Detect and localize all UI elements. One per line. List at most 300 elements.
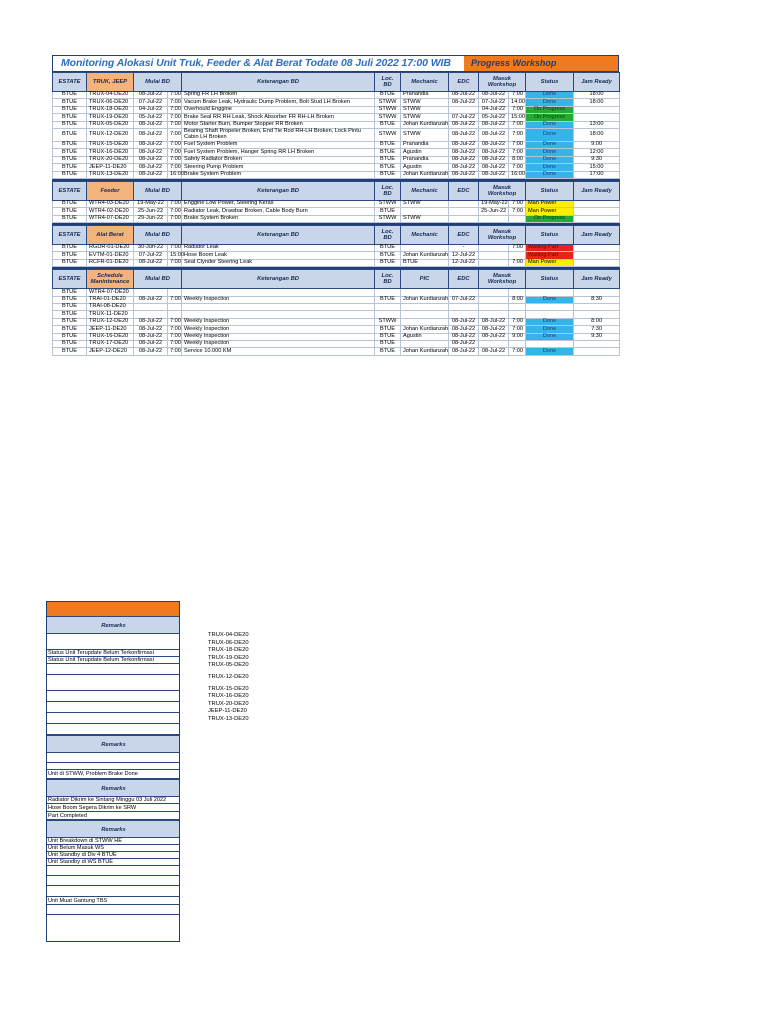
loc-cell: BTUE [375, 156, 401, 163]
unit-cell: TRUX-05-DE20 [87, 121, 134, 128]
feeder-header-row [53, 181, 620, 200]
status-cell: Done [526, 326, 574, 333]
schedule-row [53, 326, 620, 333]
header-edc: EDC [449, 226, 479, 245]
mulai-time-cell: 15:00 [168, 252, 182, 259]
loc-cell: BTUE [375, 296, 401, 303]
masuk-date-cell [479, 296, 509, 303]
schedule-row [53, 340, 620, 347]
edc-cell: 08-Jul-22 [449, 348, 479, 355]
mulai-time-cell: 7:00 [168, 259, 182, 266]
edc-cell: 08-Jul-22 [449, 92, 479, 99]
estate-cell: BTUE [53, 348, 87, 355]
estate-cell: BTUE [53, 92, 87, 99]
estate-cell: BTUE [53, 106, 87, 113]
mulai-date-cell: 08-Jul-22 [134, 326, 168, 333]
mulai-date-cell: 04-Jul-22 [134, 106, 168, 113]
feeder-row [53, 215, 620, 222]
remarks-blank-row [47, 675, 179, 691]
mulai-time-cell: 7:00 [168, 333, 182, 340]
keterangan-cell: Weekly Inspection [182, 318, 375, 325]
header-masuk-workshop: Masuk Workshop [479, 226, 526, 245]
remarks-line: Status Unit Terupdate Belum Terkonfirmasi [47, 657, 179, 664]
mulai-date-cell: 08-Jul-22 [134, 128, 168, 141]
mulai-date-cell: 08-Jul-22 [134, 164, 168, 171]
mulai-time-cell: 7:00 [168, 121, 182, 128]
unit-cell: WTR4-07-DE20 [87, 289, 134, 296]
mechanic-cell: Johan Kurdianzah [401, 252, 449, 259]
mulai-time-cell [168, 289, 182, 296]
truk-row [53, 114, 620, 121]
feeder-row [53, 208, 620, 215]
loc-cell: BTUE [375, 252, 401, 259]
jam-ready-cell: 18:00 [574, 92, 620, 99]
keterangan-cell: Enggine Low Power, Steering Keras [182, 200, 375, 207]
masuk-date-cell [479, 245, 509, 252]
unit-cell: TRUX-17-DE20 [87, 340, 134, 347]
keterangan-cell: Bearing Shaft Propeler Broken, End Tie Rod RH-LH Broken, Lock Pintu Cabin LH Broken [182, 128, 375, 141]
jam-ready-cell: 7:30 [574, 326, 620, 333]
edc-cell: 08-Jul-22 [449, 156, 479, 163]
edc-cell [449, 289, 479, 296]
header-keterangan-bd: Keterangan BD [182, 270, 375, 289]
status-cell: Man Power [526, 259, 574, 266]
mulai-date-cell: 08-Jul-22 [134, 156, 168, 163]
estate-cell: BTUE [53, 245, 87, 252]
header-loc-bd: Loc. BD [375, 181, 401, 200]
edc-cell [449, 106, 479, 113]
masuk-time-cell: 7:00 [509, 245, 526, 252]
mulai-time-cell: 16:00 [168, 171, 182, 178]
keterangan-cell [182, 289, 375, 296]
edc-cell: 12-Jul-22 [449, 259, 479, 266]
title-bar [52, 55, 619, 72]
edc-cell [449, 215, 479, 222]
keterangan-cell: Seal Clynder Steering Leak [182, 259, 375, 266]
status-cell: Done [526, 128, 574, 141]
keterangan-cell [182, 311, 375, 318]
unit-list [208, 632, 249, 724]
estate-cell: BTUE [53, 171, 87, 178]
masuk-time-cell: 7:00 [509, 318, 526, 325]
mulai-date-cell: 07-Jul-22 [134, 99, 168, 106]
mulai-time-cell: 7:00 [168, 340, 182, 347]
mulai-date-cell: 08-Jul-22 [134, 149, 168, 156]
jam-ready-cell: 13:00 [574, 121, 620, 128]
schedule-row [53, 289, 620, 296]
schedule-row [53, 348, 620, 355]
mechanic-cell: Johan Kurdianzah [401, 326, 449, 333]
header-masuk-workshop: Masuk Workshop [479, 181, 526, 200]
unit-list-item: TRUX-04-DE20 [208, 632, 249, 638]
masuk-time-cell: 7:00 [509, 121, 526, 128]
schedule-header-row [53, 270, 620, 289]
remarks-line: Unit Muat Gantung TBS [47, 897, 179, 905]
mechanic-cell: STWW [401, 128, 449, 141]
mulai-date-cell [134, 304, 168, 311]
alat-row [53, 259, 620, 266]
estate-cell: BTUE [53, 141, 87, 148]
estate-cell: BTUE [53, 296, 87, 303]
masuk-date-cell: 08-Jul-22 [479, 149, 509, 156]
status-cell: On Progress [526, 106, 574, 113]
mulai-time-cell: 7:00 [168, 164, 182, 171]
unit-cell: TRUX-16-DE20 [87, 149, 134, 156]
header-loc-bd: Loc. BD [375, 226, 401, 245]
unit-cell: JEEP-11-DE20 [87, 164, 134, 171]
unit-list-item: TRUX-05-DE20 [208, 662, 249, 669]
truk-row [53, 128, 620, 141]
header-unit-type: Feeder [87, 181, 134, 200]
edc-cell: 08-Jul-22 [449, 164, 479, 171]
mulai-date-cell: 29-Jun-22 [134, 215, 168, 222]
jam-ready-cell: 17:00 [574, 171, 620, 178]
remarks-line: Hose Boom Segera Dikrim ke SRW [47, 804, 179, 812]
schedule-row [53, 296, 620, 303]
mulai-time-cell: 7:00 [168, 215, 182, 222]
masuk-time-cell [509, 304, 526, 311]
loc-cell: BTUE [375, 333, 401, 340]
loc-cell: BTUE [375, 141, 401, 148]
schedule-row [53, 318, 620, 325]
masuk-date-cell: 08-Jul-22 [479, 326, 509, 333]
header-keterangan-bd: Keterangan BD [182, 181, 375, 200]
remarks-line: Radiator Dikrim ke Sintang Minggu 03 Juli 2022 [47, 797, 179, 804]
estate-cell: BTUE [53, 259, 87, 266]
loc-cell: BTUE [375, 92, 401, 99]
edc-cell: 12-Jul-22 [449, 252, 479, 259]
estate-cell: BTUE [53, 340, 87, 347]
remarks-header: Remarks [47, 779, 179, 797]
mechanic-cell [401, 304, 449, 311]
edc-cell: 08-Jul-22 [449, 149, 479, 156]
mulai-time-cell: 7:00 [168, 348, 182, 355]
unit-cell: RCFR-01-DE20 [87, 259, 134, 266]
estate-cell: BTUE [53, 99, 87, 106]
keterangan-cell: Safety Radiator Broken [182, 156, 375, 163]
edc-cell: 08-Jul-22 [449, 99, 479, 106]
jam-ready-cell [574, 311, 620, 318]
loc-cell: BTUE [375, 171, 401, 178]
mechanic-cell [401, 245, 449, 252]
loc-cell: BTUE [375, 259, 401, 266]
mulai-date-cell: 08-Jul-22 [134, 340, 168, 347]
mulai-date-cell [134, 311, 168, 318]
loc-cell: STWW [375, 128, 401, 141]
loc-cell: BTUE [375, 348, 401, 355]
status-cell: Done [526, 141, 574, 148]
estate-cell: BTUE [53, 208, 87, 215]
jam-ready-cell: 9:30 [574, 333, 620, 340]
sheet-title: Monitoring Alokasi Unit Truk, Feeder & Alat Berat Todate 08 Juli 2022 17:00 WIB [61, 57, 451, 69]
remarks-blank-row [47, 634, 179, 650]
remarks-line: Unit Belum Masuk WS [47, 845, 179, 852]
masuk-date-cell: 05-Jul-22 [479, 114, 509, 121]
mulai-time-cell: 7:00 [168, 245, 182, 252]
masuk-time-cell: 15:00 [509, 114, 526, 121]
mulai-date-cell: 08-Jul-22 [134, 141, 168, 148]
masuk-date-cell: 19-May-22 [479, 200, 509, 207]
mechanic-cell [401, 318, 449, 325]
masuk-date-cell [479, 259, 509, 266]
keterangan-cell: Weekly Inspection [182, 333, 375, 340]
alat-header-row [53, 226, 620, 245]
jam-ready-cell [574, 200, 620, 207]
unit-cell: RGDR-01-DE20 [87, 245, 134, 252]
status-cell: Waiting Part [526, 245, 574, 252]
mechanic-cell: STWW [401, 114, 449, 121]
mulai-time-cell: 7:00 [168, 318, 182, 325]
masuk-time-cell: 9:00 [509, 333, 526, 340]
header-unit-type: Alat Berat [87, 226, 134, 245]
status-cell [526, 311, 574, 318]
jam-ready-cell: 15:00 [574, 164, 620, 171]
status-cell [526, 340, 574, 347]
edc-cell: 08-Jul-22 [449, 333, 479, 340]
mulai-date-cell: 08-Jul-22 [134, 348, 168, 355]
masuk-date-cell: 08-Jul-22 [479, 318, 509, 325]
remarks-header: Remarks [47, 735, 179, 753]
header-loc-bd: Loc. BD [375, 270, 401, 289]
edc-cell [449, 304, 479, 311]
edc-cell: 08-Jul-22 [449, 141, 479, 148]
unit-cell: TRAI-08-DE20 [87, 304, 134, 311]
mulai-date-cell: 08-Jul-22 [134, 92, 168, 99]
mechanic-cell: Johan Kurdianzah [401, 348, 449, 355]
status-cell: Man Power [526, 208, 574, 215]
loc-cell [375, 304, 401, 311]
status-cell [526, 304, 574, 311]
header-estate: ESTATE [53, 181, 87, 200]
unit-list-item: TRUX-06-DE20 [208, 639, 249, 646]
header-loc-bd: Loc. BD [375, 73, 401, 92]
jam-ready-cell [574, 289, 620, 296]
estate-cell: BTUE [53, 304, 87, 311]
mulai-time-cell: 7:00 [168, 106, 182, 113]
unit-list-item: TRUX-19-DE20 [208, 654, 249, 661]
edc-cell: 08-Jul-22 [449, 128, 479, 141]
masuk-date-cell: 08-Jul-22 [479, 121, 509, 128]
remarks-panel-top-band [47, 602, 179, 616]
loc-cell: BTUE [375, 164, 401, 171]
status-cell: On Progress [526, 114, 574, 121]
mulai-date-cell: 08-Jul-22 [134, 121, 168, 128]
mulai-time-cell [168, 304, 182, 311]
status-cell: Done [526, 149, 574, 156]
mulai-time-cell: 7:00 [168, 114, 182, 121]
alat-row [53, 245, 620, 252]
mechanic-cell [401, 340, 449, 347]
unit-cell: TRUX-13-DE20 [87, 171, 134, 178]
estate-cell: BTUE [53, 215, 87, 222]
mulai-time-cell: 7:00 [168, 296, 182, 303]
unit-list-item: TRUX-20-DE20 [208, 700, 249, 707]
remarks-panel [46, 601, 180, 942]
keterangan-cell: Steering Pump Problem [182, 164, 375, 171]
mulai-date-cell: 07-Jul-22 [134, 252, 168, 259]
status-cell: Done [526, 171, 574, 178]
header-status: Status [526, 73, 574, 92]
unit-cell: TRUX-16-DE20 [87, 333, 134, 340]
unit-cell: TRUX-20-DE20 [87, 156, 134, 163]
loc-cell: BTUE [375, 340, 401, 347]
jam-ready-cell: 8:00 [574, 318, 620, 325]
unit-list-item: TRUX-12-DE20 [208, 673, 249, 680]
unit-cell: WTR4-07-DE20 [87, 215, 134, 222]
remarks-blank-row [47, 866, 179, 876]
masuk-time-cell: 14:00 [509, 99, 526, 106]
estate-cell: BTUE [53, 326, 87, 333]
unit-cell: WTR4-02-DE20 [87, 208, 134, 215]
masuk-time-cell: 7:00 [509, 164, 526, 171]
edc-cell: 07-Jul-22 [449, 296, 479, 303]
mulai-time-cell: 7:00 [168, 99, 182, 106]
mulai-date-cell: 19-May-22 [134, 200, 168, 207]
masuk-time-cell: 8:00 [509, 296, 526, 303]
loc-cell: BTUE [375, 208, 401, 215]
jam-ready-cell [574, 259, 620, 266]
truk-header-row [53, 73, 620, 92]
masuk-time-cell [509, 340, 526, 347]
mechanic-cell [401, 311, 449, 318]
masuk-date-cell [479, 340, 509, 347]
masuk-time-cell: 7:00 [509, 106, 526, 113]
status-cell: Done [526, 92, 574, 99]
keterangan-cell: Fuel System Problem [182, 141, 375, 148]
jam-ready-cell [574, 252, 620, 259]
jam-ready-cell [574, 208, 620, 215]
loc-cell: STWW [375, 99, 401, 106]
loc-cell: BTUE [375, 149, 401, 156]
keterangan-cell: Motor Starter Burn, Bumper Stopper RR Broken [182, 121, 375, 128]
truk-row [53, 156, 620, 163]
masuk-time-cell: 7:00 [509, 200, 526, 207]
masuk-time-cell: 7:00 [509, 92, 526, 99]
mechanic-cell: Agustin [401, 164, 449, 171]
edc-cell [449, 208, 479, 215]
mulai-time-cell: 7:00 [168, 326, 182, 333]
edc-cell: 08-Jul-22 [449, 171, 479, 178]
masuk-date-cell: 08-Jul-22 [479, 92, 509, 99]
keterangan-cell: Radiator Leak, Drawbar Broken, Cable Body Burn [182, 208, 375, 215]
header-jam-ready: Jam Ready [574, 181, 620, 200]
jam-ready-cell: 12:00 [574, 149, 620, 156]
jam-ready-cell: 8:30 [574, 296, 620, 303]
mechanic-cell: Johan Kurdianzah [401, 171, 449, 178]
truk-row [53, 171, 620, 178]
masuk-date-cell: 08-Jul-22 [479, 156, 509, 163]
keterangan-cell: Brake System Problem [182, 171, 375, 178]
status-cell: Done [526, 121, 574, 128]
remarks-line: Status Unit Terupdate Belum Terkonfirmasi [47, 650, 179, 657]
jam-ready-cell: 9:00 [574, 141, 620, 148]
unit-cell: TRUX-12-DE20 [87, 128, 134, 141]
status-cell: Done [526, 99, 574, 106]
header-mechanic: Mechanic [401, 226, 449, 245]
masuk-date-cell [479, 289, 509, 296]
masuk-date-cell: 08-Jul-22 [479, 128, 509, 141]
jam-ready-cell: 18:00 [574, 128, 620, 141]
header-mulai-bd: Mulai BD [134, 73, 182, 92]
jam-ready-cell [574, 106, 620, 113]
schedule-row [53, 304, 620, 311]
unit-cell: TRUX-04-DE20 [87, 92, 134, 99]
loc-cell: BTUE [375, 245, 401, 252]
masuk-date-cell: 08-Jul-22 [479, 141, 509, 148]
feeder-row [53, 200, 620, 207]
header-estate: ESTATE [53, 270, 87, 289]
mulai-time-cell: 7:00 [168, 128, 182, 141]
remarks-blank-row [47, 876, 179, 886]
header-jam-ready: Jam Ready [574, 226, 620, 245]
masuk-time-cell: 7:00 [509, 259, 526, 266]
header-estate: ESTATE [53, 226, 87, 245]
keterangan-cell: Weekly Inspection [182, 326, 375, 333]
loc-cell: STWW [375, 215, 401, 222]
unit-list-item: JEEP-11-DE20 [208, 708, 247, 715]
mechanic-cell: Johan Kurdianzah [401, 296, 449, 303]
header-mulai-bd: Mulai BD [134, 270, 182, 289]
mulai-date-cell: 08-Jul-22 [134, 259, 168, 266]
masuk-time-cell: 7:00 [509, 208, 526, 215]
masuk-date-cell: 07-Jul-22 [479, 99, 509, 106]
estate-cell: BTUE [53, 114, 87, 121]
mulai-time-cell: 7:00 [168, 200, 182, 207]
edc-cell: 08-Jul-22 [449, 340, 479, 347]
estate-cell: BTUE [53, 289, 87, 296]
header-unit-type: TRUK, JEEP [87, 73, 134, 92]
mulai-time-cell: 7:00 [168, 208, 182, 215]
masuk-date-cell: 08-Jul-22 [479, 333, 509, 340]
unit-cell: TRAI-01-DE20 [87, 296, 134, 303]
masuk-time-cell [509, 289, 526, 296]
unit-cell: TRUX-19-DE20 [87, 114, 134, 121]
masuk-date-cell [479, 311, 509, 318]
header-mulai-bd: Mulai BD [134, 181, 182, 200]
loc-cell [375, 289, 401, 296]
mechanic-cell: STWW [401, 106, 449, 113]
header-masuk-workshop: Masuk Workshop [479, 270, 526, 289]
header-jam-ready: Jam Ready [574, 73, 620, 92]
mulai-date-cell: 08-Jul-22 [134, 296, 168, 303]
remarks-line: Unit Breakdown di STWW HE [47, 838, 179, 845]
loc-cell: STWW [375, 318, 401, 325]
remarks-blank-row [47, 753, 179, 763]
estate-cell: BTUE [53, 149, 87, 156]
header-keterangan-bd: Keterangan BD [182, 73, 375, 92]
keterangan-cell: Service 10.000 KM [182, 348, 375, 355]
remarks-header: Remarks [47, 820, 179, 838]
keterangan-cell: Brake System Broken [182, 215, 375, 222]
header-masuk-workshop: Masuk Workshop [479, 73, 526, 92]
estate-cell: BTUE [53, 121, 87, 128]
jam-ready-cell [574, 304, 620, 311]
status-cell [526, 289, 574, 296]
jam-ready-cell [574, 215, 620, 222]
keterangan-cell: Hose Boom Leak [182, 252, 375, 259]
mulai-date-cell: 05-Jul-22 [134, 114, 168, 121]
mechanic-cell: Pranandia [401, 141, 449, 148]
mulai-date-cell: 08-Jul-22 [134, 171, 168, 178]
header-mechanic: Mechanic [401, 73, 449, 92]
estate-cell: BTUE [53, 333, 87, 340]
masuk-date-cell: 08-Jul-22 [479, 164, 509, 171]
unit-cell: TRUX-15-DE20 [87, 141, 134, 148]
unit-list-item: TRUX-15-DE20 [208, 685, 249, 692]
keterangan-cell: Spring FR LH Broken [182, 92, 375, 99]
status-cell: Man Power [526, 200, 574, 207]
truk-row [53, 141, 620, 148]
